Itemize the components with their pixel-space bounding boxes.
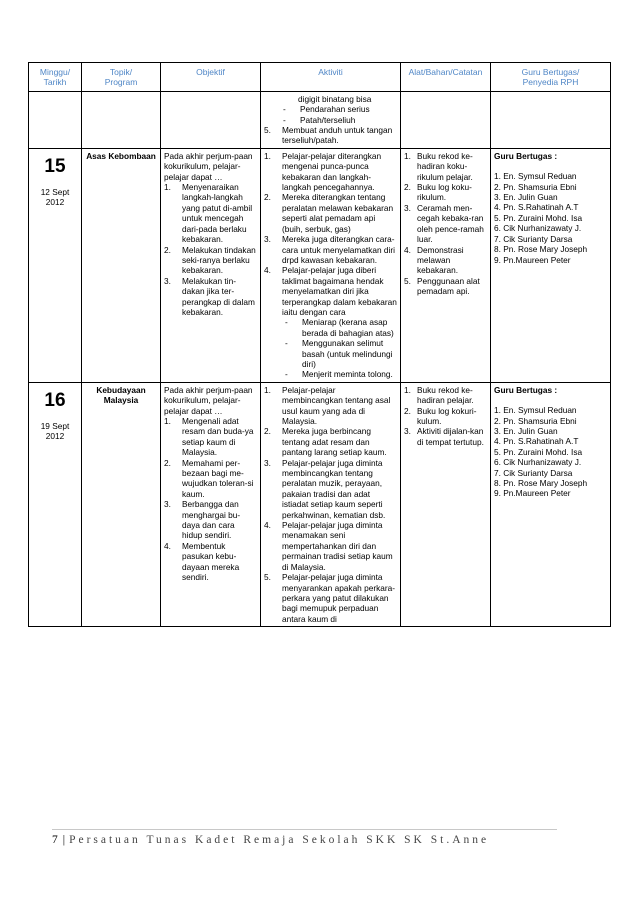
sub-list-item: - Meniarap (kerana asap berada di bahagian atas) bbox=[285, 317, 394, 338]
list-item: 2. Mereka juga berbincang tentang adat resam dan pantang larang setiap kaum. bbox=[264, 426, 387, 458]
footer-separator: | bbox=[62, 834, 66, 846]
teacher-name: 4. Pn. S.Rahatinah A.T bbox=[494, 202, 579, 213]
list-item: 2. Buku log kokuri-kulum. bbox=[404, 405, 477, 426]
objective-intro: Pada akhir perjum-paan kokurikulum, pelajar-pelajar dapat … bbox=[164, 150, 253, 182]
teacher-cell bbox=[491, 148, 611, 382]
week-date: 19 Sept 2012 bbox=[40, 420, 70, 442]
teacher-title: Guru Bertugas : bbox=[494, 384, 558, 395]
list-item: 2. Buku log koku-rikulum. bbox=[404, 182, 472, 203]
list-item: 3. Berbangga dan menghargai bu-daya dan cara hidup sendiri. bbox=[164, 499, 241, 541]
list-item: 1. Mengenali adat resam dan buda-ya setiap kaum di Malaysia. bbox=[164, 416, 254, 458]
continuation-row bbox=[29, 91, 611, 148]
list-item: 4. Demonstrasi melawan kebakaran. bbox=[404, 244, 464, 276]
activity-sub-list bbox=[264, 317, 397, 379]
activity-list bbox=[264, 151, 397, 318]
sub-list-item: - Menggunakan selimut basah (untuk melindungi diri) bbox=[285, 338, 393, 369]
list-item: 4. Pelajar-pelajar juga diminta menamakan seni mempertahankan diri dan permainan tradisi setiap kaum di Malaysia. bbox=[264, 520, 393, 572]
header-objective: Objektif bbox=[161, 63, 261, 92]
teacher-name: 4. Pn. S.Rahatinah A.T bbox=[494, 436, 579, 447]
week-number: 15 bbox=[44, 155, 66, 177]
teacher-cell bbox=[491, 382, 611, 626]
list-item: 5. Penggunaan alat pemadam api. bbox=[404, 275, 480, 297]
list-item: 2. Memahami per-bezaan bagi me-wujudkan toleran-si kaum. bbox=[164, 457, 254, 499]
teacher-name: 6. Cik Nurhanizawaty J. bbox=[494, 457, 582, 468]
teacher-name: 9. Pn.Maureen Peter bbox=[494, 488, 571, 499]
header-teacher: Guru Bertugas/ Penyedia RPH bbox=[491, 63, 611, 92]
table-row bbox=[29, 148, 611, 382]
continuation-line: digigit binatang bisa bbox=[298, 93, 372, 104]
footer-text: Persatuan Tunas Kadet Remaja Sekolah SKK SK St.Anne bbox=[69, 834, 490, 846]
teacher-name: 1. En. Symsul Reduan bbox=[494, 171, 577, 182]
header-activity: Aktiviti bbox=[261, 63, 401, 92]
week-number: 16 bbox=[44, 389, 66, 411]
list-item: 4. Membentuk pasukan kebu-dayaan mereka sendiri. bbox=[164, 540, 240, 583]
list-item: 3. Mereka juga diterangkan cara-cara untuk menyelamatkan diri drpd kawasan kebakaran. bbox=[264, 234, 395, 265]
teacher-name: 7. Cik Surianty Darsa bbox=[494, 467, 573, 478]
list-item: 3. Melakukan tin-dakan jika ter-perangkap di dalam kebakaran. bbox=[164, 275, 255, 317]
list-item: 5. Pelajar-pelajar juga diminta menyarankan apakah perkara-perkara yang patut dilakukan bagi memupuk perpaduan antara kaum di bbox=[264, 572, 395, 624]
week-cell bbox=[29, 148, 82, 382]
week-date: 12 Sept 2012 bbox=[40, 186, 70, 208]
activity-cell bbox=[261, 148, 401, 382]
objective-list bbox=[164, 182, 257, 317]
teacher-title: Guru Bertugas : bbox=[494, 150, 558, 161]
objective-cell bbox=[161, 148, 261, 382]
list-item: 3. Pelajar-pelajar juga diminta membincangkan tentang peralatan muzik, perayaan, pakaian tradisi dan adat istiadat setiap kaum seperti perkahwinan, kematian dsb. bbox=[264, 457, 386, 520]
teacher-name: 2. Pn. Shamsuria Ebni bbox=[494, 415, 577, 426]
list-item: 1. Menyenaraikan langkah-langkah yang patut di-ambil untuk mencegah dari-pada berlaku kebakaran. bbox=[164, 182, 253, 245]
teacher-name: 9. Pn.Maureen Peter bbox=[494, 254, 571, 265]
teacher-list bbox=[494, 171, 607, 265]
list-item: 1. Buku rekod ke-hadiran pelajar. bbox=[404, 384, 474, 406]
page-number: 7 bbox=[52, 834, 61, 846]
teacher-name: 3. En. Julin Guan bbox=[494, 426, 558, 436]
materials-cell bbox=[401, 148, 491, 382]
footer-rule bbox=[52, 829, 557, 830]
list-item: 3. Aktiviti dijalan-kan di tempat tertutup. bbox=[404, 426, 484, 447]
materials-cell bbox=[401, 382, 491, 626]
table-row bbox=[29, 382, 611, 626]
teacher-name: 5. Pn. Zuraini Mohd. Isa bbox=[494, 446, 583, 457]
week-cell bbox=[29, 382, 82, 626]
teacher-list bbox=[494, 405, 607, 499]
sub-list-item: - Menjerit meminta tolong. bbox=[285, 369, 393, 380]
teacher-name: 8. Pn. Rose Mary Joseph bbox=[494, 244, 588, 255]
list-item: 1. Pelajar-pelajar membincangkan tentang asal usul kaum yang ada di Malaysia. bbox=[264, 384, 391, 426]
objective-cell bbox=[161, 382, 261, 626]
topic-cell: Kebudayaan Malaysia bbox=[82, 382, 161, 626]
activity-list bbox=[264, 385, 397, 624]
lesson-plan-table bbox=[28, 62, 611, 627]
list-item: 2. Mereka diterangkan tentang peralatan melawan kebakaran seperti alat pemadam api (buih, serbuk, gas) bbox=[264, 192, 394, 234]
continuation-activity bbox=[261, 91, 401, 148]
teacher-name: 3. En. Julin Guan bbox=[494, 192, 558, 203]
teacher-name: 1. En. Symsul Reduan bbox=[494, 405, 577, 416]
list-item: 4. Pelajar-pelajar juga diberi taklimat bagaimana hendak menyelamatkan diri jika terperangkap dalam kebakaran iaitu dengan cara bbox=[264, 265, 397, 317]
objective-intro: Pada akhir perjum-paan kokurikulum, pelajar-pelajar dapat … bbox=[164, 384, 253, 416]
list-item: 2. Melakukan tindakan seki-ranya berlaku kebakaran. bbox=[164, 244, 256, 276]
list-item: 1. Pelajar-pelajar diterangkan mengenai punca-punca kebakaran dan langkah-langkah pencegahannya. bbox=[264, 150, 382, 193]
materials-list bbox=[404, 151, 487, 297]
header-topic: Topik/ Program bbox=[82, 63, 161, 92]
list-item: 3. Ceramah men-cegah kebaka-ran oleh pence-ramah luar. bbox=[404, 202, 484, 245]
continuation-item-5: 5. Membuat anduh untuk tangan terseliuh/patah. bbox=[264, 125, 393, 146]
header-week: Minggu/ Tarikh bbox=[29, 63, 82, 92]
teacher-name: 7. Cik Surianty Darsa bbox=[494, 233, 573, 244]
activity-cell bbox=[261, 382, 401, 626]
objective-list bbox=[164, 416, 257, 583]
continuation-sub-item: - Pendarahan serius bbox=[283, 104, 370, 115]
table-header-row bbox=[29, 63, 611, 92]
teacher-name: 8. Pn. Rose Mary Joseph bbox=[494, 478, 588, 489]
materials-list bbox=[404, 385, 487, 447]
header-materials: Alat/Bahan/Catatan bbox=[401, 63, 491, 92]
list-item: 1. Buku rekod ke-hadiran koku-rikulum pelajar. bbox=[404, 150, 473, 182]
page-footer bbox=[52, 834, 489, 846]
teacher-name: 5. Pn. Zuraini Mohd. Isa bbox=[494, 212, 583, 223]
topic-cell: Asas Kebombaan bbox=[82, 148, 161, 382]
teacher-name: 2. Pn. Shamsuria Ebni bbox=[494, 181, 577, 192]
continuation-sub-item: - Patah/terseliuh bbox=[283, 114, 356, 125]
teacher-name: 6. Cik Nurhanizawaty J. bbox=[494, 223, 582, 234]
